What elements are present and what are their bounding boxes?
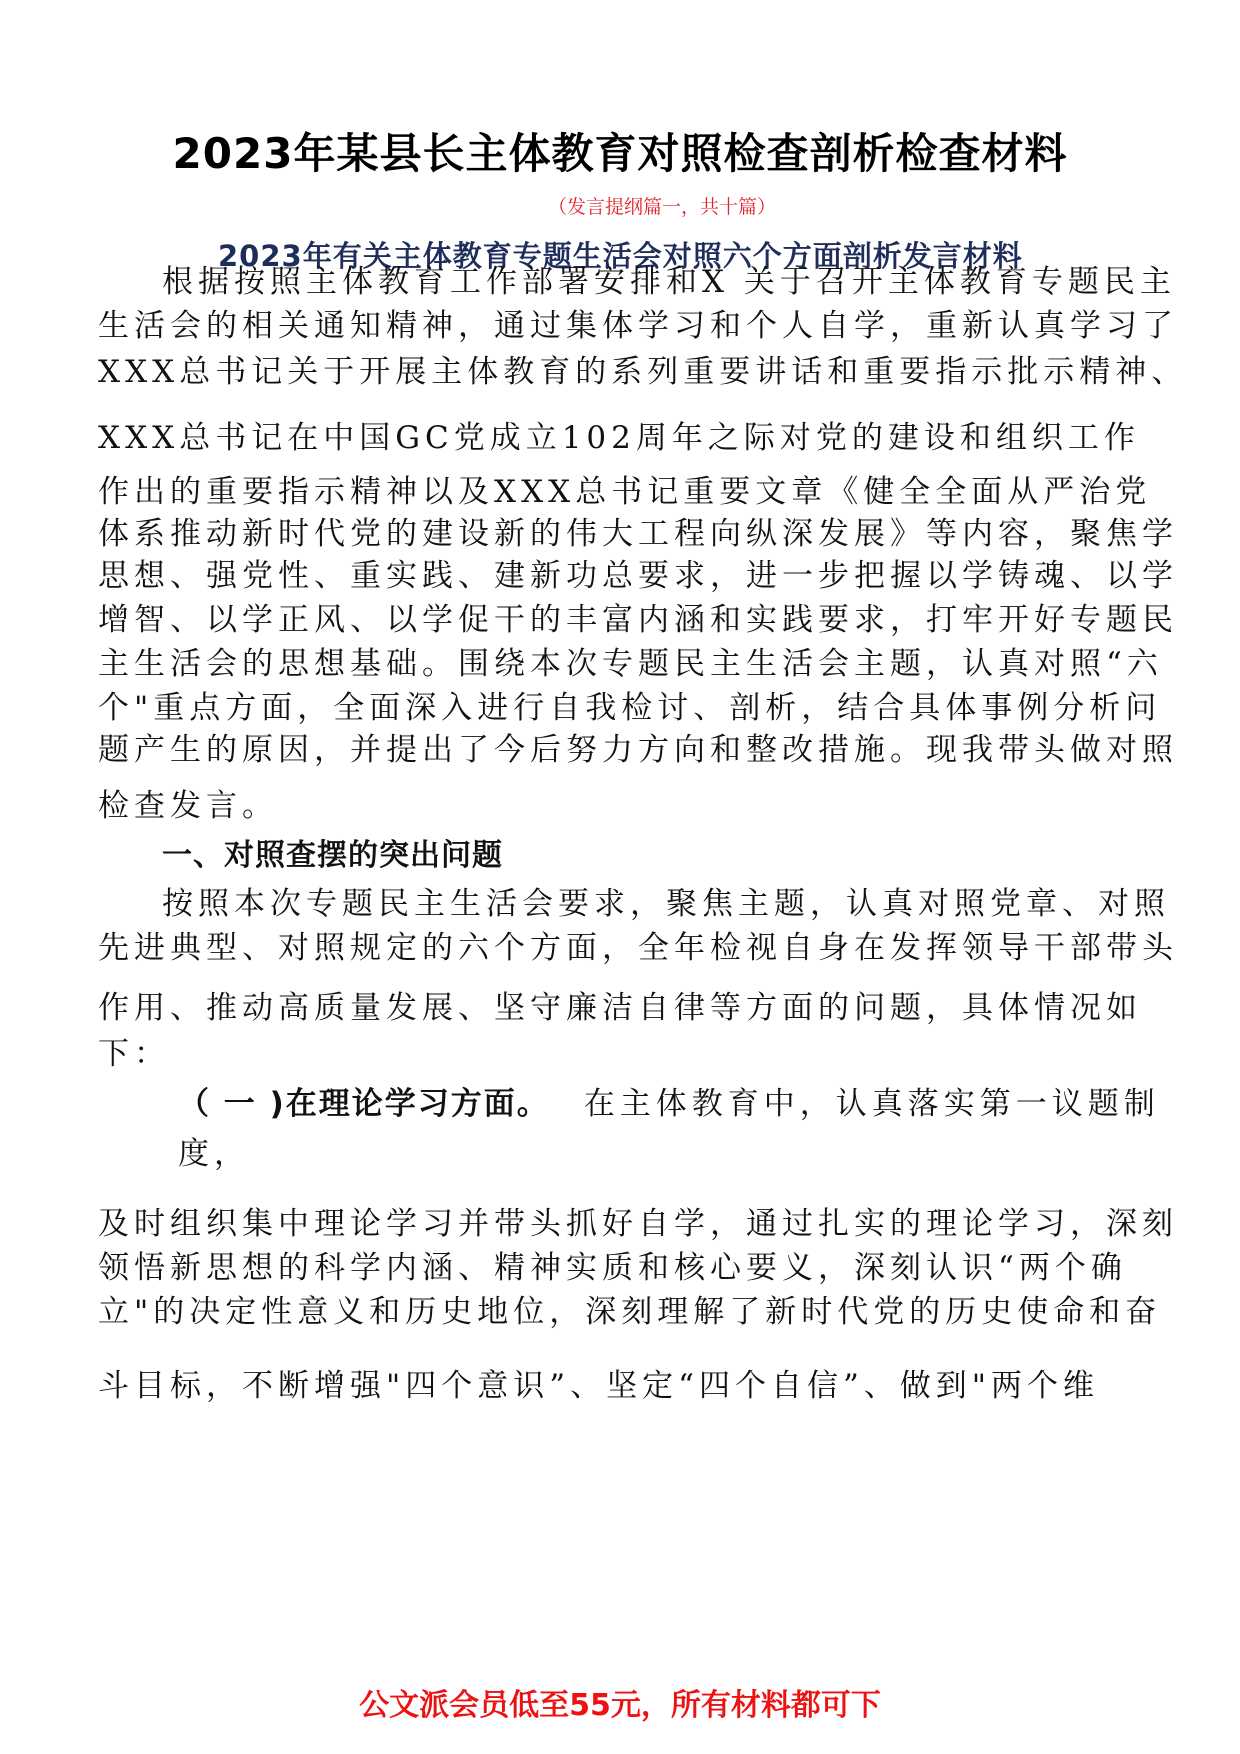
intro-line: 检查发言。: [98, 788, 278, 824]
subsection-lead: 在主体教育中，认真落实第一议题制: [583, 1086, 1160, 1122]
intro-line: 主生活会的思想基础。围绕本次专题民主生活会主题，认真对照“六: [98, 646, 1163, 682]
subsection-line: 立"的决定性意义和历史地位，深刻理解了新时代党的历史使命和奋: [98, 1294, 1162, 1330]
intro-line: 增智、以学正风、以学促干的丰富内涵和实践要求，打牢开好专题民: [98, 602, 1178, 638]
section-line: 先进典型、对照规定的六个方面，全年检视自身在发挥领导干部带头: [98, 930, 1178, 966]
subsection-line: 及时组织集中理论学习并带头抓好自学，通过扎实的理论学习，深刻: [98, 1206, 1178, 1242]
subsection-heading: （ 一 )在理论学习方面。: [178, 1086, 550, 1122]
intro-line: 根据按照主体教育工作部署安排和X 关于召开主体教育专题民主: [162, 264, 1176, 300]
document-title: 2023年某县长主体教育对照检查剖析检查材料: [172, 129, 1068, 178]
subsection-line: [178, 1084, 1160, 1124]
subsection-line: 斗目标，不断增强"四个意识”、坚定“四个自信”、做到"两个维: [98, 1368, 1100, 1404]
section-line: 下：: [98, 1036, 170, 1072]
intro-line: 思想、强党性、重实践、建新功总要求，进一步把握以学铸魂、以学: [98, 558, 1178, 594]
intro-line: 个"重点方面，全面深入进行自我检讨、剖析，结合具体事例分析问: [98, 690, 1162, 726]
intro-line: 生活会的相关通知精神，通过集体学习和个人自学，重新认真学习了: [98, 308, 1178, 344]
footer-banner: 公文派会员低至55元，所有材料都可下: [359, 1688, 881, 1723]
document-subtitle: 2023年有关主体教育专题生活会对照六个方面剖析发言材料: [218, 239, 1023, 273]
intro-line: XXX总书记关于开展主体教育的系列重要讲话和重要指示批示精神、: [98, 354, 1188, 390]
subsection-line: 领悟新思想的科学内涵、精神实质和核心要义，深刻认识“两个确: [98, 1250, 1127, 1286]
section-line: 按照本次专题民主生活会要求，聚焦主题，认真对照党章、对照: [162, 886, 1170, 922]
section-heading: 一、对照查摆的突出问题: [162, 838, 503, 873]
document-subnote: （发言提纲篇一，共十篇）: [548, 196, 777, 218]
intro-line: 题产生的原因，并提出了今后努力方向和整改措施。现我带头做对照: [98, 732, 1178, 768]
subsection-line: 度，: [178, 1136, 250, 1172]
intro-line: XXX总书记在中国GC党成立102周年之际对党的建设和组织工作: [98, 420, 1140, 456]
intro-line: 体系推动新时代党的建设新的伟大工程向纵深发展》等内容，聚焦学: [98, 516, 1178, 552]
intro-line: 作出的重要指示精神以及XXX总书记重要文章《健全全面从严治党: [98, 474, 1152, 510]
section-line: 作用、推动高质量发展、坚守廉洁自律等方面的问题，具体情况如: [98, 990, 1142, 1026]
